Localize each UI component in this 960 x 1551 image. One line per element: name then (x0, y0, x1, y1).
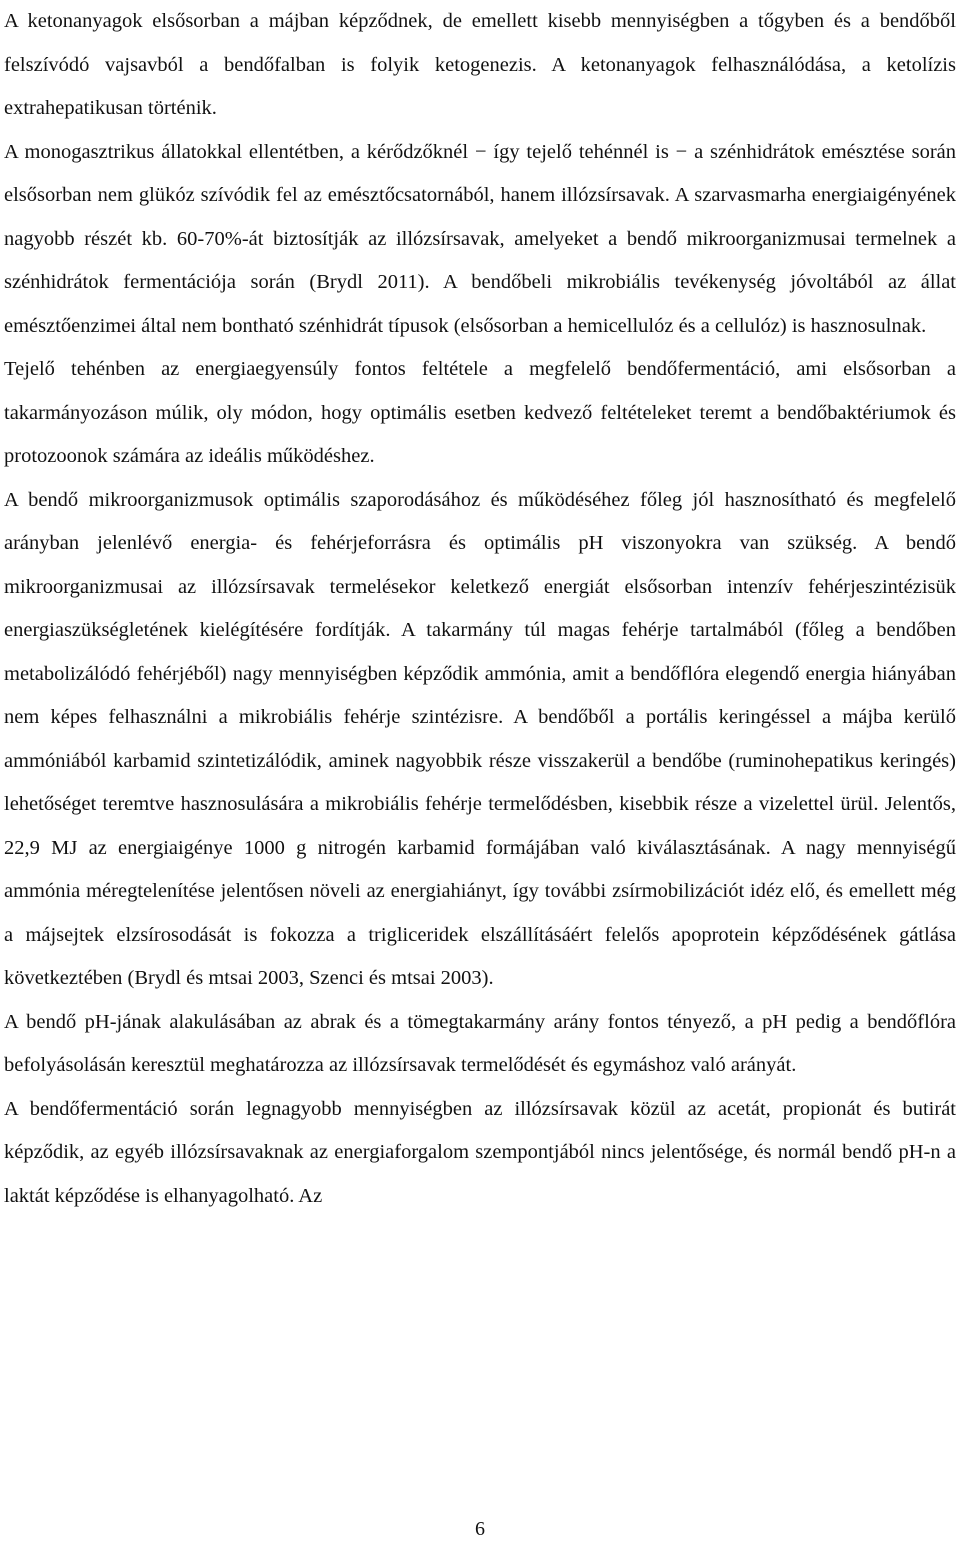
paragraph-rumen-ph: A bendő pH-jának alakulásában az abrak és a tömegtakarmány arány fontos tényező, a pH pedig a bendőflóra befolyásolásán keresztül meghatározza az illózsírsavak termelődését és egymáshoz való arányát. (4, 1010, 956, 1076)
page-number: 6 (475, 1518, 485, 1540)
paragraph-carbohydrate-digestion: A monogasztrikus állatokkal ellentétben, a kérődzőknél − így tejelő tehénnél is − a szénhidrátok emésztése során elsősorban nem glükóz szívódik fel az emésztőcsatornából, hanem illózsírsavak. A szarvasmarha energiaigényének nagyobb részét kb. 60-70%-át biztosítják az illózsírsavak, amelyeket a bendő mikroorganizmusai termelnek a szénhidrátok fermentációja során (Brydl 2011). A bendőbeli mikrobiális tevékenység jóvoltából az állat emésztőenzimei által nem bontható szénhidrát típusok (elsősorban a hemicellulóz és a cellulóz) is hasznosulnak. (4, 140, 956, 337)
paragraph-rumen-microorganisms: A bendő mikroorganizmusok optimális szaporodásához és működéséhez főleg jól hasznosítható és megfelelő arányban jelenlévő energia- és fehérjeforrásra és optimális pH viszonyokra van szükség. A bendő mikroorganizmusai az illózsírsavak termelésekor keletkező energiát elsősorban intenzív fehérjeszintézisük energiaszükségletének kielégítésére fordítják. A takarmány túl magas fehérje tartalmából (főleg a bendőben metabolizálódó fehérjéből) nagy mennyiségben képződik ammónia, amit a bendőflóra elegendő energia hiányában nem képes felhasználni a mikrobiális fehérje szintézisre. A bendőből a portális keringéssel a májba kerülő ammóniából karbamid szintetizálódik, aminek nagyobbik része visszakerül a bendőbe (ruminohepatikus keringés) lehetőséget teremtve hasznosulására a mikrobiális fehérje termelődésben, kisebbik része a vizelettel ürül. Jelentős, 22,9 MJ az energiaigénye 1000 g nitrogén karbamid formájában való kiválasztásának. A nagy mennyiségű ammónia méregtelenítése jelentősen növeli az energiahiányt, így további zsírmobilizációt idéz elő, és emellett még a májsejtek elzsírosodását is fokozza a trigliceridek elszállításáért felelős apoprotein képződésének gátlása következtében (Brydl és mtsai 2003, Szenci és mtsai 2003). (4, 488, 956, 989)
paragraph-energy-balance: Tejelő tehénben az energiaegyensúly fontos feltétele a megfelelő bendőfermentáció, ami elsősorban a takarmányozáson múlik, oly módon, hogy optimális esetben kedvező feltételeket teremt a bendőbaktériumok és protozoonok számára az ideális működéshez. (4, 358, 956, 467)
paragraph-rumen-fermentation: A bendőfermentáció során legnagyobb mennyiségben az illózsírsavak közül az acetát, propionát és butirát képződik, az egyéb illózsírsavaknak az energiaforgalom szempontjából nincs jelentősége, és normál bendő pH-n a laktát képződése is elhanyagolható. Az (4, 1097, 956, 1207)
document-body (4, 0, 956, 1218)
paragraph-ketone-bodies: A ketonanyagok elsősorban a májban képződnek, de emellett kisebb mennyiségben a tőgyben és a bendőből felszívódó vajsavból a bendőfalban is folyik ketogenezis. A ketonanyagok felhasználódása, a ketolízis extrahepatikusan történik. (4, 10, 956, 119)
